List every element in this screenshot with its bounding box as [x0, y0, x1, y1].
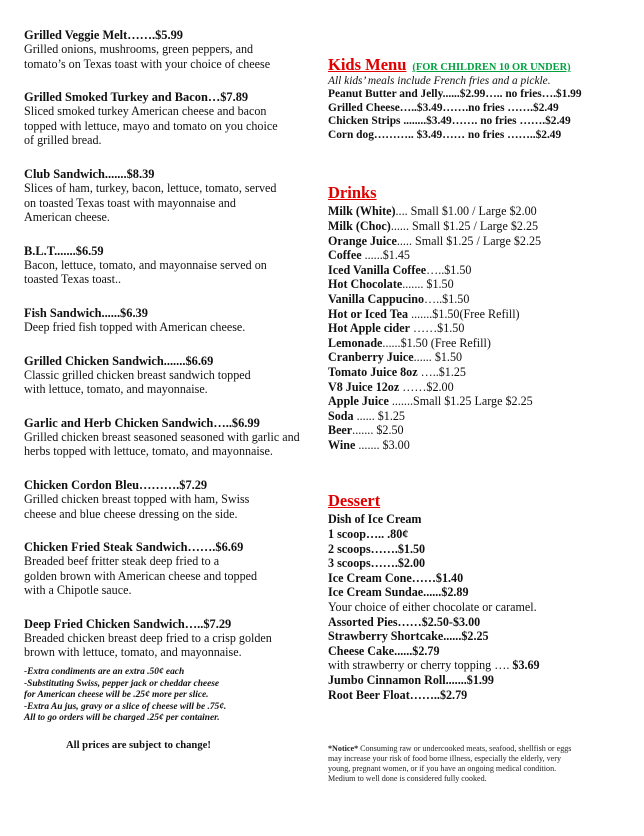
item-desc: Breaded beef fritter steak deep fried to a golden brown with American cheese and topped with a Chipotle sauce. — [24, 554, 258, 598]
menu-item — [24, 167, 320, 225]
item-desc: Deep fried fish topped with American cheese. — [24, 319, 246, 334]
row-name: Orange Juice — [328, 233, 397, 248]
row-price: ……$2.00 — [399, 379, 454, 394]
row-price: $3.49…….no fries …….$2.49 — [416, 101, 559, 114]
menu-row — [328, 394, 628, 409]
row-name: Wine — [328, 437, 356, 452]
menu-row — [328, 600, 628, 615]
item-desc: Slices of ham, turkey, bacon, lettuce, tomato, served on toasted Texas toast with mayonnaise and American cheese. — [24, 180, 277, 225]
item-desc: Breaded chicken breast deep fried to a crisp golden brown with lettuce, tomato, and mayonnaise. — [24, 630, 272, 660]
menu-row — [328, 673, 628, 688]
menu-row — [328, 234, 628, 249]
item-title: Fish Sandwich......$6.39 — [24, 305, 148, 320]
row-price: ...... $1.50 — [413, 350, 463, 365]
menu-row — [328, 219, 628, 234]
drink-rows — [328, 204, 628, 452]
price-disclaimer: All prices are subject to change! — [66, 740, 211, 751]
notice-text: Consuming raw or undercooked meats, seafood, shellfish or eggs may increase your risk of food borne illness, especially the elderly, very young, pregnant women, or if you have an ongoing medical condition. Medium to well done is considered fully cooked. — [328, 744, 572, 784]
row-price: ...... Small $1.25 / Large $2.25 — [390, 218, 539, 233]
menu-item — [24, 354, 320, 397]
menu-row — [328, 658, 628, 673]
menu-row — [328, 263, 628, 278]
row-name: Dish of Ice Cream — [328, 512, 422, 527]
menu-item — [24, 478, 320, 521]
row-price: ……$1.50 — [409, 321, 465, 336]
row-price: ......$1.45 — [361, 248, 410, 263]
row-price: $2.99….. no fries….$1.99 — [459, 88, 582, 100]
row-price: with strawberry or cherry topping …. — [328, 658, 513, 673]
row-price: .... Small $1.00 / Large $2.00 — [395, 204, 537, 219]
row-name: V8 Juice 12oz — [328, 379, 400, 394]
row-name: Iced Vanilla Coffee — [328, 262, 427, 277]
item-title: Club Sandwich.......$8.39 — [24, 166, 155, 181]
row-name: Hot or Iced Tea — [328, 306, 409, 321]
row-name: Apple Juice — [328, 394, 389, 409]
row-name: 1 scoop….. .80¢ — [328, 527, 409, 542]
menu-item — [24, 90, 320, 148]
row-name: Root Beer Float……..$2.79 — [328, 687, 468, 702]
menu-item — [24, 244, 320, 287]
item-desc: Grilled chicken breast seasoned seasoned with garlic and herbs topped with lettuce, tomato, and mayonnaise. — [24, 429, 300, 459]
menu-row — [328, 380, 628, 395]
row-price: .......Small $1.25 Large $2.25 — [388, 394, 533, 409]
row-name: Ice Cream Cone……$1.40 — [328, 570, 464, 585]
dessert-title: Dessert — [328, 491, 381, 511]
row-price: ......$1.50 (Free Refill) — [382, 335, 491, 350]
menu-row — [328, 585, 628, 600]
menu-row — [328, 321, 628, 336]
menu-row — [328, 629, 628, 644]
kids-rows — [328, 88, 628, 142]
row-name: Corn dog……….. — [328, 128, 417, 141]
kids-menu-note: All kids’ meals include French fries and a pickle. — [328, 75, 551, 87]
menu-row — [328, 644, 628, 659]
menu-row — [328, 527, 628, 542]
row-name: Cheese Cake......$2.79 — [328, 643, 440, 658]
row-name: Hot Chocolate — [328, 277, 403, 292]
row-price: ....... $2.50 — [352, 423, 404, 438]
item-title: Grilled Chicken Sandwich.......$6.69 — [24, 353, 214, 368]
row-name: Peanut Butter and Jelly...... — [328, 88, 460, 100]
menu-row — [328, 688, 628, 703]
menu-row — [328, 277, 628, 292]
row-price: Your choice of either chocolate or caramel. — [328, 600, 537, 615]
row-name: Grilled Cheese….. — [328, 101, 417, 114]
row-price: …..$1.50 — [426, 262, 472, 277]
item-title: Deep Fried Chicken Sandwich…..$7.29 — [24, 616, 232, 631]
row-name: Milk (Choc) — [328, 218, 391, 233]
menu-row — [328, 307, 628, 322]
row-name: Strawberry Shortcake......$2.25 — [328, 629, 489, 644]
menu-row — [328, 571, 628, 586]
row-name: 2 scoops…….$1.50 — [328, 541, 426, 556]
item-desc: Grilled chicken breast topped with ham, Swiss cheese and blue cheese dressing on the side. — [24, 491, 250, 521]
menu-row — [328, 336, 628, 351]
row-name: Ice Cream Sundae......$2.89 — [328, 585, 469, 600]
item-desc: Grilled onions, mushrooms, green peppers, and tomato’s on Texas toast with your choice of cheese — [24, 42, 271, 71]
item-desc: Classic grilled chicken breast sandwich topped with lettuce, tomato, and mayonnaise. — [24, 367, 251, 397]
row-name: Tomato Juice 8oz — [328, 364, 418, 379]
dessert-rows — [328, 512, 628, 702]
menu-row — [328, 365, 628, 380]
item-title: Grilled Smoked Turkey and Bacon…$7.89 — [24, 90, 249, 105]
kids-menu-section — [328, 56, 628, 142]
menu-row — [328, 129, 628, 143]
menu-row — [328, 423, 628, 438]
item-desc: Bacon, lettuce, tomato, and mayonnaise served on toasted Texas toast.. — [24, 257, 267, 287]
row-name: Coffee — [328, 248, 362, 263]
menu-row — [328, 438, 628, 453]
row-name: Milk (White) — [328, 204, 396, 219]
dessert-section — [328, 492, 628, 702]
item-title: Grilled Veggie Melt…….$5.99 — [24, 28, 183, 42]
row-price: $3.49…… no fries ……..$2.49 — [416, 128, 562, 141]
menu-item — [24, 540, 320, 598]
extra-charges-notes: -Extra condiments are an extra .50¢ each -Substituting Swiss, pepper jack or cheddar cheese for American cheese will be .25¢ more per slice. -Extra Au jus, gravy or a slice of cheese will be .75¢. All to go orders will be charged .25¢ per container. — [24, 667, 227, 724]
right-column — [328, 56, 628, 702]
item-title: Garlic and Herb Chicken Sandwich…..$6.99 — [24, 415, 260, 430]
row-name: Chicken Strips ........ — [328, 115, 427, 128]
row-price: …..$1.25 — [417, 364, 466, 379]
menu-row — [328, 88, 628, 102]
row-price: ...... $1.25 — [353, 408, 405, 423]
item-title: Chicken Cordon Bleu……….$7.29 — [24, 477, 208, 492]
menu-row — [328, 542, 628, 557]
menu-row — [328, 350, 628, 365]
menu-row — [328, 512, 628, 527]
row-price: .......$1.50(Free Refill) — [408, 306, 520, 321]
row-price: ....... $1.50 — [402, 277, 454, 292]
row-name: Beer — [328, 423, 353, 438]
row-price: …..$1.50 — [424, 291, 470, 306]
drinks-title: Drinks — [328, 183, 377, 203]
row-name: Cranberry Juice — [328, 350, 414, 365]
menu-row — [328, 615, 628, 630]
row-name: Lemonade — [328, 335, 383, 350]
menu-row — [328, 409, 628, 424]
row-name: Jumbo Cinnamon Roll.......$1.99 — [328, 673, 494, 687]
menu-item — [24, 28, 320, 71]
menu-row — [328, 556, 628, 571]
menu-row — [328, 292, 628, 307]
food-safety-notice — [328, 744, 578, 784]
menu-row — [328, 115, 628, 129]
menu-item — [24, 416, 320, 459]
row-price: ....... $3.00 — [355, 437, 410, 452]
item-title: B.L.T.......$6.59 — [24, 243, 104, 258]
menu-row — [328, 102, 628, 116]
row-name: Soda — [328, 408, 354, 423]
item-desc: Sliced smoked turkey American cheese and bacon topped with lettuce, mayo and tomato on you choice of grilled bread. — [24, 104, 278, 148]
row-name: Vanilla Cappucino — [328, 291, 425, 306]
kids-menu-subtitle: (FOR CHILDREN 10 OR UNDER) — [412, 62, 571, 73]
row-name: 3 scoops…….$2.00 — [328, 556, 426, 571]
row-extra-price: $3.69 — [512, 658, 540, 673]
row-name: Assorted Pies……$2.50-$3.00 — [328, 614, 481, 629]
menu-row — [328, 248, 628, 263]
kids-menu-title: Kids Menu — [328, 55, 407, 74]
sandwich-list — [24, 28, 320, 679]
notice-label: *Notice* — [328, 744, 359, 753]
item-title: Chicken Fried Steak Sandwich…….$6.69 — [24, 540, 244, 555]
row-price: $3.49……. no fries …….$2.49 — [426, 115, 571, 128]
menu-item — [24, 306, 320, 335]
menu-item — [24, 617, 320, 660]
drinks-section — [328, 184, 628, 452]
row-name: Hot Apple cider — [328, 321, 410, 336]
menu-row — [328, 204, 628, 219]
row-price: ..... Small $1.25 / Large $2.25 — [396, 233, 542, 248]
